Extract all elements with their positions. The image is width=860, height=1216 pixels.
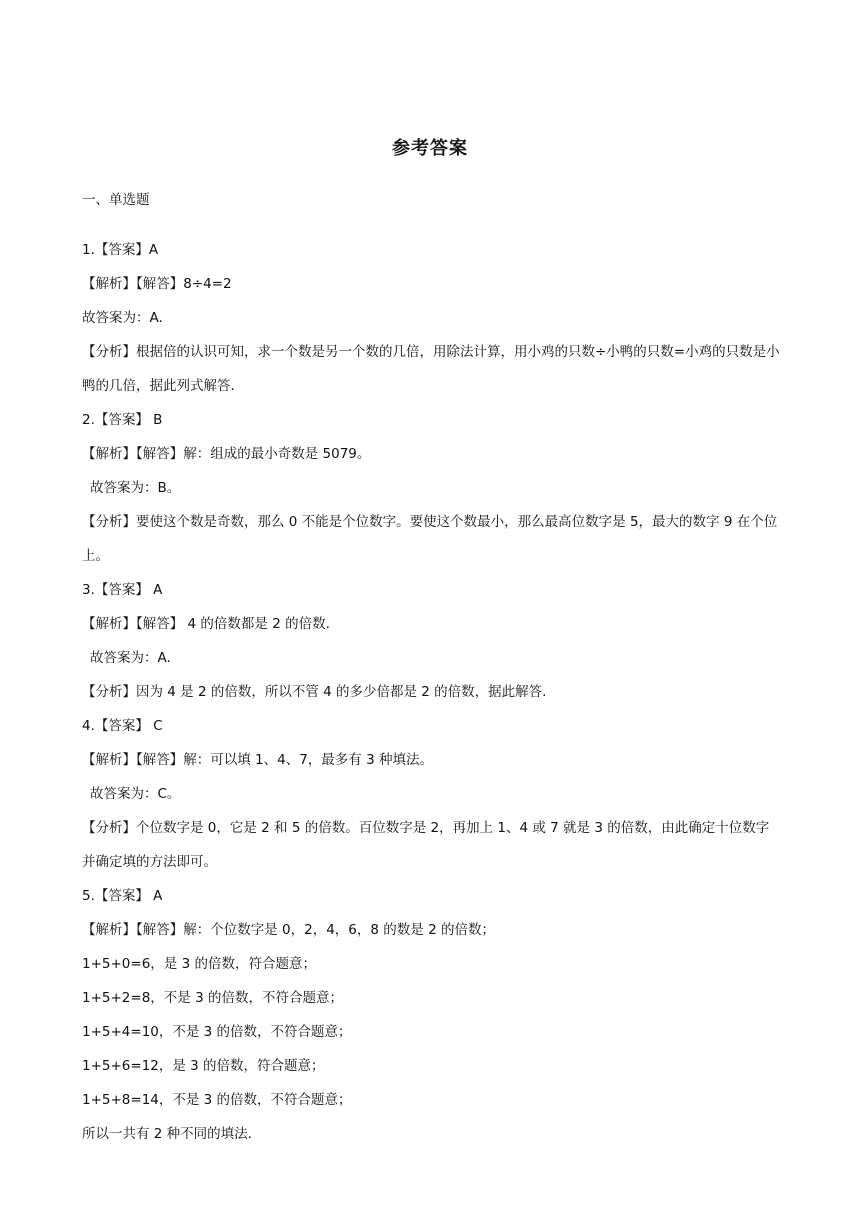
step-line: 1+5+0=6，是 3 的倍数，符合题意； xyxy=(82,956,316,972)
fenxi-line: 【分析】根据倍的认识可知，求一个数是另一个数的几倍，用除法计算，用小鸡的只数÷小鸭的只数=小鸡的只数是小鸭的几倍，据此列式解答. xyxy=(82,344,780,394)
fenxi-line: 【分析】个位数字是 0，它是 2 和 5 的倍数。百位数字是 2，再加上 1、4 或 7 就是 3 的倍数，由此确定十位数字并确定填的方法即可。 xyxy=(82,820,770,870)
answer-line: 1.【答案】A xyxy=(82,242,159,258)
answer-line: 4.【答案】 C xyxy=(82,718,163,734)
question-2 xyxy=(82,403,782,573)
question-1 xyxy=(82,233,782,403)
step-line: 1+5+6=12，是 3 的倍数，符合题意； xyxy=(82,1058,325,1074)
section-gap xyxy=(82,217,782,225)
conclusion-line: 故答案为：B。 xyxy=(90,480,181,496)
answer-content xyxy=(82,183,782,1151)
conclusion-line: 故答案为：A. xyxy=(90,650,171,666)
page-title: 参考答案 xyxy=(392,138,468,159)
question-5 xyxy=(82,879,782,1151)
fenxi-line: 【分析】因为 4 是 2 的倍数，所以不管 4 的多少倍都是 2 的倍数，据此解答. xyxy=(82,684,547,700)
answer-line: 3.【答案】 A xyxy=(82,582,163,598)
section-heading: 一、单选题 xyxy=(82,192,150,208)
step-line: 1+5+4=10，不是 3 的倍数，不符合题意； xyxy=(82,1024,352,1040)
analysis-line: 【解析】【解答】 4 的倍数都是 2 的倍数. xyxy=(82,616,330,632)
step-line: 1+5+8=14，不是 3 的倍数，不符合题意； xyxy=(82,1092,352,1108)
analysis-line: 【解析】【解答】解：组成的最小奇数是 5079。 xyxy=(82,446,371,462)
analysis-line: 【解析】【解答】8÷4=2 xyxy=(82,276,232,292)
answer-line: 2.【答案】 B xyxy=(82,412,163,428)
conclusion-line: 故答案为：A. xyxy=(82,310,163,326)
analysis-line: 【解析】【解答】解：个位数字是 0，2，4，6，8 的数是 2 的倍数； xyxy=(82,922,495,938)
conclusion-line: 故答案为：C。 xyxy=(90,786,181,802)
question-3 xyxy=(82,573,782,709)
question-4 xyxy=(82,709,782,879)
answer-line: 5.【答案】 A xyxy=(82,888,163,904)
analysis-line: 【解析】【解答】解：可以填 1、4、7，最多有 3 种填法。 xyxy=(82,752,433,768)
conclusion-line: 所以一共有 2 种不同的填法. xyxy=(82,1126,252,1142)
step-line: 1+5+2=8，不是 3 的倍数，不符合题意； xyxy=(82,990,343,1006)
fenxi-line: 【分析】要使这个数是奇数，那么 0 不能是个位数字。要使这个数最小，那么最高位数字是 5，最大的数字 9 在个位上。 xyxy=(82,514,778,564)
